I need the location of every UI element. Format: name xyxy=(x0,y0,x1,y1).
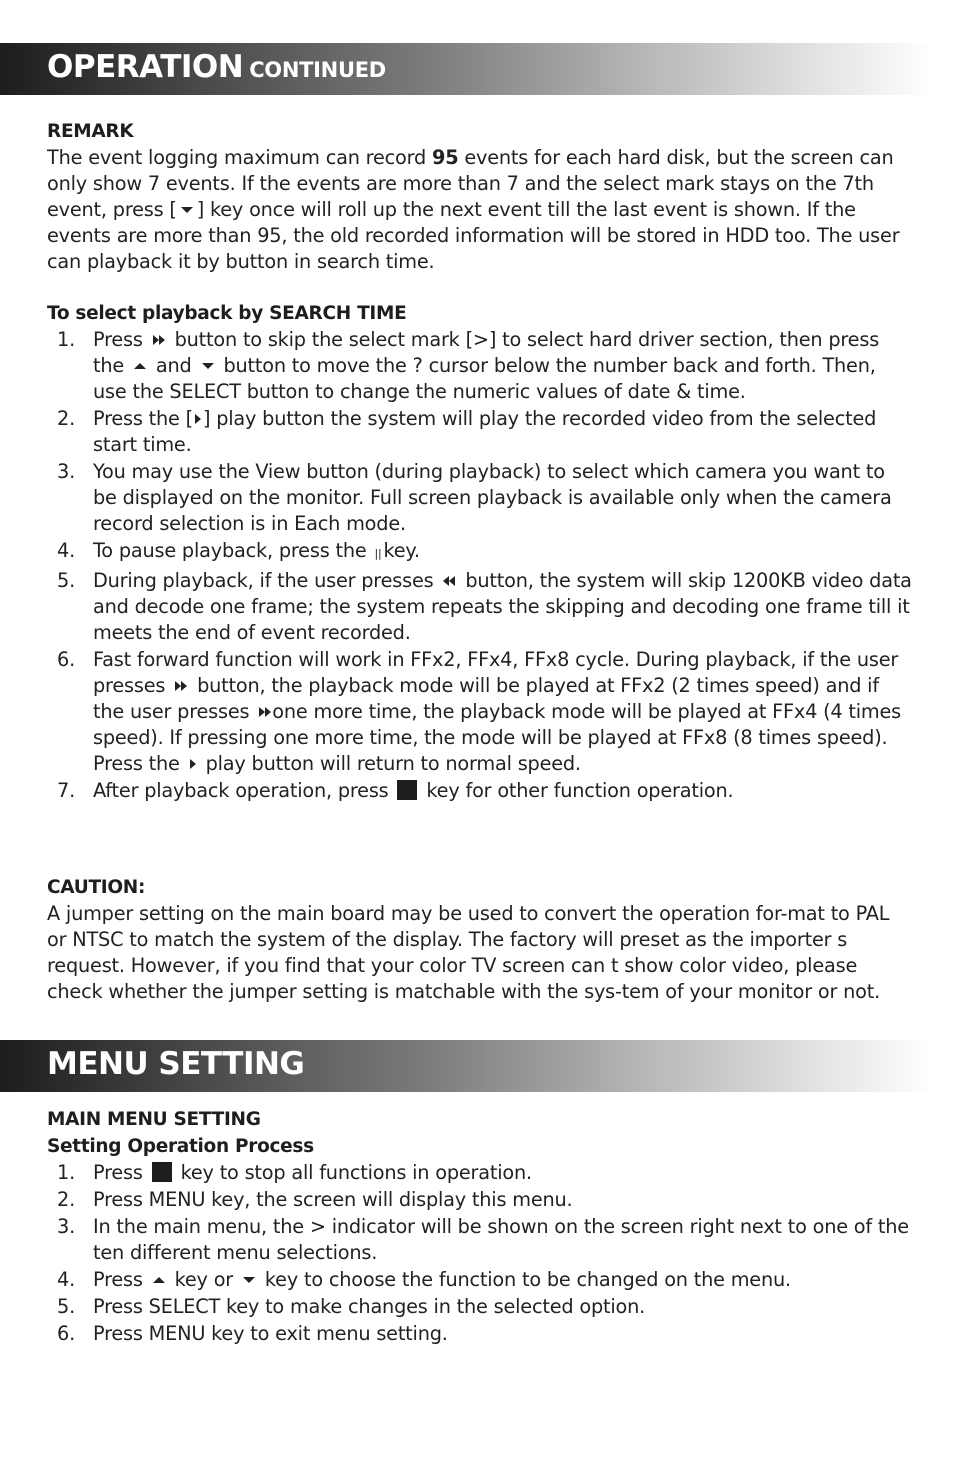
fast-forward-icon xyxy=(259,699,271,725)
menu-setting-banner xyxy=(0,1040,934,1092)
list-item: 4. Press key or key to choose the function to be changed on the menu. xyxy=(57,1268,791,1291)
list-item: 6. Fast forward function will work in FFx2, FFx4, FFx8 cycle. During playback, if the user presses button, the playback mode will be played at FFx2 (2 times speed) and if the user presses one more time, the playback mode will be played at FFx4 (4 times speed). If pressing one more time, the mode will be played at FFx8 (8 times speed). Press the play button will return to normal speed. xyxy=(57,648,902,775)
list-item: 4. To pause playback, press the || key. xyxy=(47,538,912,567)
list-item: 1. Press button to skip the select mark [>] to select hard driver section, then press the and button to move the ? cursor below the number back and forth. Then, use the SELECT button to change the numeric values of date & time. xyxy=(57,328,880,403)
stop-icon xyxy=(397,780,417,800)
list-item: 2. Press the [ ] play button the system will play the recorded video from the selected start time. xyxy=(57,407,877,456)
search-time-heading: To select playback by SEARCH TIME xyxy=(47,303,407,324)
list-item: 5. During playback, if the user presses button, the system will skip 1200KB video data and decode one frame; the system repeats the skipping and decoding one frame till it meets the end of event recorded. xyxy=(57,569,912,644)
main-menu-heading: MAIN MENU SETTING xyxy=(47,1109,261,1130)
list-item: 3. In the main menu, the > indicator will be shown on the screen right next to one of the ten different menu selections. xyxy=(57,1215,909,1264)
play-icon xyxy=(190,751,196,777)
caution-heading: CAUTION: xyxy=(47,877,146,898)
search-time-section xyxy=(47,300,912,805)
list-item: 7. After playback operation, press key for other function operation. xyxy=(57,779,734,802)
main-menu-section xyxy=(47,1106,912,1348)
operation-title xyxy=(47,49,386,85)
remark-heading: REMARK xyxy=(47,121,134,142)
search-time-list xyxy=(47,327,912,804)
operation-banner xyxy=(0,43,934,95)
list-item: 2. Press MENU key, the screen will display this menu. xyxy=(57,1188,573,1211)
down-arrow-icon xyxy=(202,353,214,379)
caution-section xyxy=(47,874,912,1005)
up-arrow-icon xyxy=(153,1267,165,1293)
play-icon xyxy=(195,406,201,432)
caution-text: A jumper setting on the main board may be used to convert the operation for-mat to PAL or NTSC to match the system of the display. The factory will preset as the importer s request. However, if you find that your color TV screen can t show color video, please check whether the jumper setting is matchable with the sys-tem of your monitor or not. xyxy=(47,902,890,1003)
down-arrow-icon xyxy=(181,197,193,223)
section-title: MENU SETTING xyxy=(47,1046,305,1082)
remark-section xyxy=(47,118,912,275)
pause-icon: || xyxy=(374,547,382,560)
list-item: 5. Press SELECT key to make changes in the selected option. xyxy=(57,1295,646,1318)
list-item: 1. Press key to stop all functions in operation. xyxy=(57,1161,532,1184)
rewind-icon xyxy=(443,568,455,594)
fast-forward-icon xyxy=(153,327,165,353)
main-menu-subheading: Setting Operation Process xyxy=(47,1136,314,1157)
list-item: 3. You may use the View button (during playback) to select which camera you want to be displayed on the monitor. Full screen playback is available only when the camera record selection is in Each mode. xyxy=(57,460,892,535)
remark-text: The event logging maximum can record 95 events for each hard disk, but the screen can only show 7 events. If the events are more than 7 and the select mark stays on the 7th event, press [ ] key once will roll up the next event till the last event is shown. If the events are more than 95, the old recorded information will be stored in HDD too. The user can playback it by button in search time. xyxy=(47,146,900,273)
up-arrow-icon xyxy=(134,353,146,379)
fast-forward-icon xyxy=(175,673,187,699)
menu-setting-title xyxy=(47,1046,304,1082)
main-menu-list xyxy=(47,1160,912,1347)
list-item: 6. Press MENU key to exit menu setting. xyxy=(57,1322,448,1345)
stop-icon xyxy=(152,1162,172,1182)
down-arrow-icon xyxy=(243,1267,255,1293)
section-subtitle: CONTINUED xyxy=(249,58,386,82)
section-title: OPERATION xyxy=(47,49,244,85)
